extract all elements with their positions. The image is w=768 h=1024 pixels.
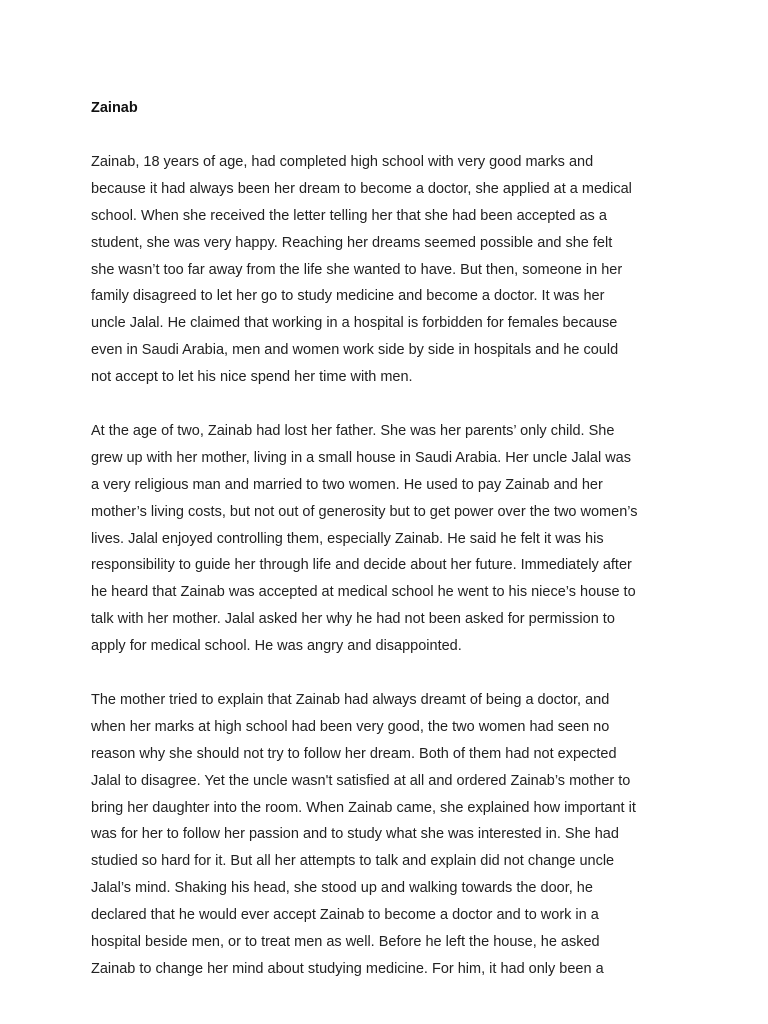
text-line: Jalal’s mind. Shaking his head, she stood up and walking towards the door, he <box>91 880 593 897</box>
text-line: school. When she received the letter telling her that she had been accepted as a <box>91 207 607 224</box>
text-line: uncle Jalal. He claimed that working in a hospital is forbidden for females because <box>91 315 618 332</box>
text-line: Zainab, 18 years of age, had completed high school with very good marks and <box>91 154 594 170</box>
text-line: responsibility to guide her through life and decide about her future. Immediately after <box>91 557 632 574</box>
text-line: student, she was very happy. Reaching her dreams seemed possible and she felt <box>91 234 613 251</box>
paragraph-3 <box>91 687 636 983</box>
text-line: Zainab to change her mind about studying medicine. For him, it had only been a <box>91 960 604 977</box>
text-line: was for her to follow her passion and to study what she was interested in. She had <box>91 826 619 843</box>
text-line: even in Saudi Arabia, men and women work side by side in hospitals and he could <box>91 342 619 359</box>
text-line: apply for medical school. He was angry and disappointed. <box>91 638 462 655</box>
paragraph-1 <box>91 149 632 391</box>
text-line: because it had always been her dream to become a doctor, she applied at a medical <box>91 180 632 197</box>
text-line: Jalal to disagree. Yet the uncle wasn't satisfied at all and ordered Zainab’s mother to <box>91 772 631 789</box>
text-line: grew up with her mother, living in a small house in Saudi Arabia. Her uncle Jalal was <box>91 449 631 466</box>
paragraph-2 <box>91 418 637 660</box>
text-line: studied so hard for it. But all her attempts to talk and explain did not change uncle <box>91 853 615 870</box>
text-line: bring her daughter into the room. When Zainab came, she explained how important it <box>91 799 636 816</box>
text-line: declared that he would ever accept Zainab to become a doctor and to work in a <box>91 907 599 924</box>
text-line: family disagreed to let her go to study medicine and become a doctor. It was her <box>91 288 605 305</box>
text-line: The mother tried to explain that Zainab had always dreamt of being a doctor, and <box>91 692 610 708</box>
text-line: she wasn’t too far away from the life she wanted to have. But then, someone in her <box>91 261 623 278</box>
document-title: Zainab <box>91 100 138 116</box>
text-line: mother’s living costs, but not out of generosity but to get power over the two women’s <box>91 503 638 520</box>
text-line: lives. Jalal enjoyed controlling them, especially Zainab. He said he felt it was his <box>91 530 604 547</box>
text-line: when her marks at high school had been very good, the two women had seen no <box>91 718 610 735</box>
text-line: he heard that Zainab was accepted at medical school he went to his niece’s house to <box>91 584 636 601</box>
text-line: a very religious man and married to two women. He used to pay Zainab and her <box>91 476 603 493</box>
text-line: hospital beside men, or to treat men as well. Before he left the house, he asked <box>91 934 600 951</box>
text-line: reason why she should not try to follow her dream. Both of them had not expected <box>91 745 617 762</box>
text-line: At the age of two, Zainab had lost her father. She was her parents’ only child. She <box>91 423 615 439</box>
text-line: talk with her mother. Jalal asked her why he had not been asked for permission to <box>91 611 615 628</box>
text-line: not accept to let his nice spend her time with men. <box>91 369 413 386</box>
